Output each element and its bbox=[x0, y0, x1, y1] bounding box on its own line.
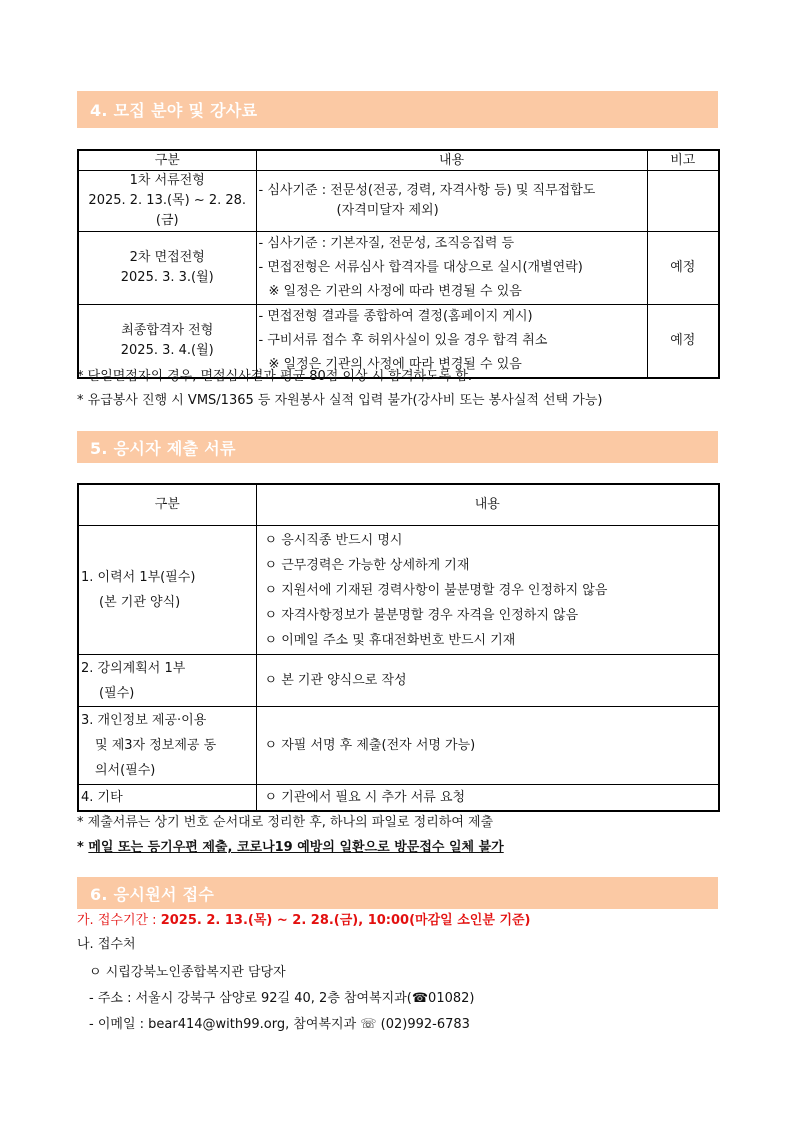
header-category: 구분 bbox=[78, 484, 256, 526]
row-category: 최종합격자 전형 2025. 3. 4.(월) bbox=[78, 305, 256, 379]
row-category: 3. 개인정보 제공·이용 및 제3자 정보제공 동 의서(필수) bbox=[78, 707, 256, 785]
row-content: - 심사기준 : 기본자질, 전문성, 조직응집력 등 - 면접전형은 서류심사 합격자를 대상으로 실시(개별연락) ※ 일정은 기관의 사정에 따라 변경될 수 있음 bbox=[256, 232, 647, 305]
submission-documents-table bbox=[77, 483, 720, 812]
table-row bbox=[78, 655, 719, 707]
period-value: 2025. 2. 13.(목) ~ 2. 28.(금), 10:00(마감일 소인분 기준) bbox=[160, 913, 531, 928]
period-label: 가. 접수기간 : bbox=[77, 913, 161, 928]
header-content: 내용 bbox=[256, 484, 719, 526]
section-5-note-1: * 제출서류는 상기 번호 순서대로 정리한 후, 하나의 파일로 정리하여 제출 bbox=[77, 815, 494, 830]
row-category: 4. 기타 bbox=[78, 785, 256, 812]
selection-schedule-table bbox=[77, 149, 720, 379]
receipt-address: - 주소 : 서울시 강북구 삼양로 92길 40, 2층 참여복지과(☎01082) bbox=[89, 991, 475, 1006]
section-5-note-2: * 메일 또는 등기우편 제출, 코로나19 예방의 일환으로 방문접수 일체 불가 bbox=[77, 840, 504, 855]
row-content: - 면접전형 결과를 종합하여 결정(홈페이지 게시) - 구비서류 접수 후 허위사실이 있을 경우 합격 취소 ※ 일정은 기관의 사정에 따라 변경될 수 있음 bbox=[256, 305, 647, 379]
table-row bbox=[78, 171, 719, 232]
row-category: 1. 이력서 1부(필수) (본 기관 양식) bbox=[78, 526, 256, 655]
section-5-title: 5. 응시자 제출 서류 bbox=[90, 438, 236, 458]
row-category: 2. 강의계획서 1부 (필수) bbox=[78, 655, 256, 707]
no-visit-notice: 메일 또는 등기우편 제출, 코로나19 예방의 일환으로 방문접수 일체 불가 bbox=[88, 840, 504, 855]
receipt-org: ㅇ 시립강북노인종합복지관 담당자 bbox=[89, 965, 286, 980]
receipt-place-label: 나. 접수처 bbox=[77, 937, 136, 952]
row-note bbox=[647, 171, 719, 232]
row-note: 예정 bbox=[647, 305, 719, 379]
row-content: - 심사기준 : 전문성(전공, 경력, 자격사항 등) 및 직무접합도 (자격미달자 제외) bbox=[256, 171, 647, 232]
section-4-title: 4. 모집 분야 및 강사료 bbox=[90, 101, 258, 120]
header-content: 내용 bbox=[256, 150, 647, 171]
receipt-email: - 이메일 : bear414@with99.org, 참여복지과 ☏ (02)992-6783 bbox=[89, 1017, 470, 1032]
row-category: 1차 서류전형 2025. 2. 13.(목) ~ 2. 28.(금) bbox=[78, 171, 256, 232]
section-5-header bbox=[77, 431, 718, 463]
table-header-row bbox=[78, 150, 719, 171]
row-category: 2차 면접전형 2025. 3. 3.(월) bbox=[78, 232, 256, 305]
table-row bbox=[78, 232, 719, 305]
section-6-title: 6. 응시원서 접수 bbox=[90, 884, 215, 904]
header-category: 구분 bbox=[78, 150, 256, 171]
row-content: ㅇ 응시직종 반드시 명시 ㅇ 근무경력은 가능한 상세하게 기재 ㅇ 지원서에 기재된 경력사항이 불분명할 경우 인정하지 않음 ㅇ 자격사항정보가 불분명할 경우 자격을 인정하지 않음 ㅇ 이메일 주소 및 휴대전화번호 반드시 기재 bbox=[256, 526, 719, 655]
table-row bbox=[78, 707, 719, 785]
table-row bbox=[78, 785, 719, 812]
section-6-header bbox=[77, 877, 718, 909]
section-4-note-1: * 단일면접자의 경우, 면접심사결과 평균 80점 이상 시 합격하도록 함. bbox=[77, 369, 473, 384]
table-header-row bbox=[78, 484, 719, 526]
table-row bbox=[78, 526, 719, 655]
row-content: ㅇ 자필 서명 후 제출(전자 서명 가능) bbox=[256, 707, 719, 785]
section-4-note-2: * 유급봉사 진행 시 VMS/1365 등 자원봉사 실적 입력 불가(강사비 또는 봉사실적 선택 가능) bbox=[77, 393, 603, 408]
header-note: 비고 bbox=[647, 150, 719, 171]
receipt-period bbox=[77, 909, 531, 928]
section-4-header bbox=[77, 91, 718, 128]
row-content: ㅇ 기관에서 필요 시 추가 서류 요청 bbox=[256, 785, 719, 812]
row-content: ㅇ 본 기관 양식으로 작성 bbox=[256, 655, 719, 707]
row-note: 예정 bbox=[647, 232, 719, 305]
